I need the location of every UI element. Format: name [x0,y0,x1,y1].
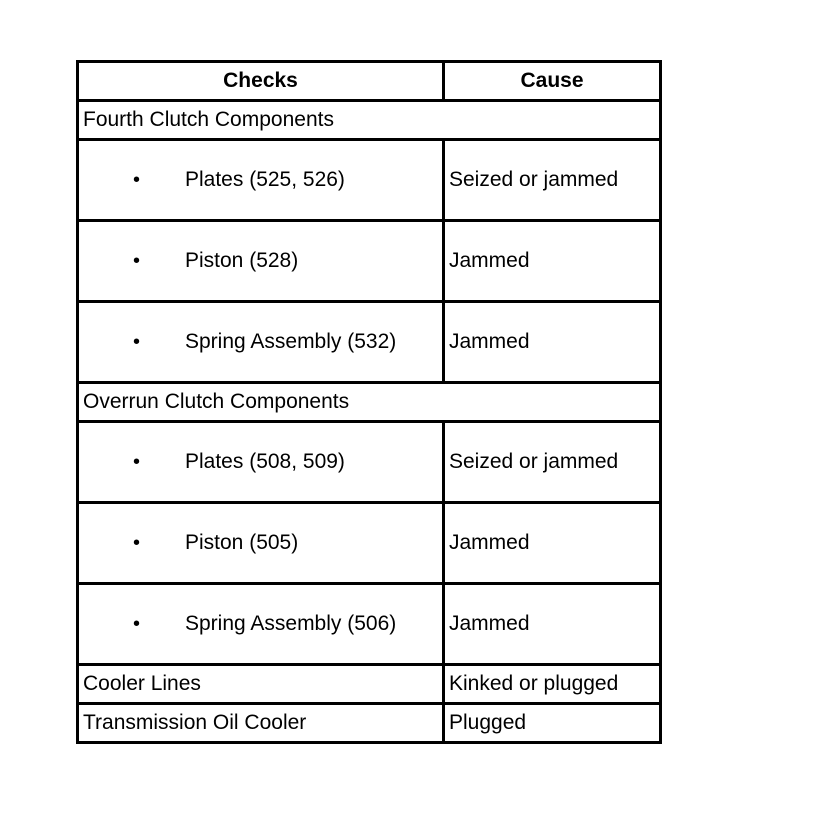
cause-cell: Seized or jammed [444,140,661,221]
cause-cell: Jammed [444,221,661,302]
check-label: Piston (505) [185,531,299,554]
table-row [78,140,661,221]
check-cell [78,584,444,665]
table-row [78,584,661,665]
check-cell [78,422,444,503]
table-row [78,302,661,383]
header-cause: Cause [444,62,661,101]
table-row [78,221,661,302]
cause-cell: Kinked or plugged [444,665,661,704]
section-title: Fourth Clutch Components [78,101,661,140]
table-row [78,665,661,704]
check-label: Plates (508, 509) [185,450,345,473]
cause-cell: Seized or jammed [444,422,661,503]
table-row [78,704,661,743]
bullet-icon: • [133,450,141,473]
check-cell [78,140,444,221]
table-row [78,503,661,584]
bullet-icon: • [133,531,141,554]
cause-cell: Jammed [444,584,661,665]
check-label: Spring Assembly (506) [185,612,397,635]
check-cell [78,302,444,383]
check-cell [78,221,444,302]
check-label: Spring Assembly (532) [185,330,397,353]
checks-cause-table [76,60,662,744]
check-label: Plates (525, 526) [185,168,345,191]
bullet-icon: • [133,330,141,353]
cause-cell: Jammed [444,503,661,584]
cause-cell: Plugged [444,704,661,743]
check-cell [78,503,444,584]
table-header-row [78,62,661,101]
check-cell: Cooler Lines [78,665,444,704]
cause-cell: Jammed [444,302,661,383]
bullet-icon: • [133,168,141,191]
bullet-icon: • [133,249,141,272]
check-cell: Transmission Oil Cooler [78,704,444,743]
section-title: Overrun Clutch Components [78,383,661,422]
check-label: Piston (528) [185,249,299,272]
header-checks: Checks [78,62,444,101]
bullet-icon: • [133,612,141,635]
section-row-fourth-clutch [78,101,661,140]
table-row [78,422,661,503]
section-row-overrun-clutch [78,383,661,422]
